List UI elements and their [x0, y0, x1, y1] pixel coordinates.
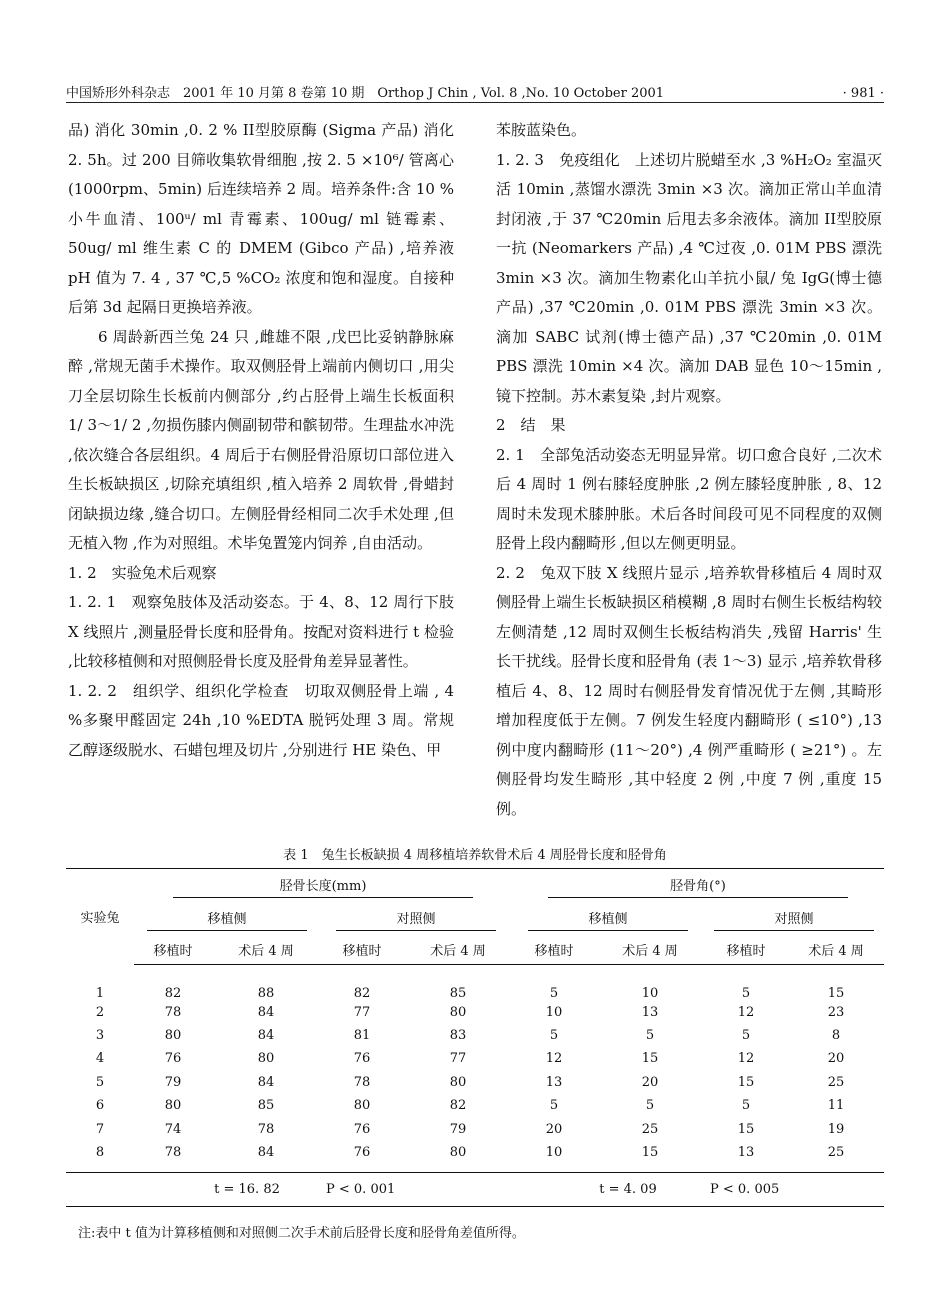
row-label: 2	[95, 1004, 105, 1020]
header-rule	[66, 102, 884, 103]
table-cell: 5	[741, 1098, 751, 1114]
table-row	[66, 1071, 884, 1094]
row-label: 1	[95, 985, 105, 1001]
angle-p-value: P < 0. 005	[704, 1172, 884, 1206]
paragraph-1-2-2: 1. 2. 2 组织学、组织化学检查 切取双侧胫骨上端 , 4 %多聚甲醛固定 24h ,10 %EDTA 脱钙处理 3 周。常规乙醇逐级脱水、石蜡包埋及切片 ,分别进行 HE 染色、甲	[68, 681, 454, 759]
table-cell: 80	[353, 1098, 371, 1114]
left-column	[68, 116, 454, 765]
table-row	[66, 1117, 884, 1140]
table-cell: 23	[827, 1004, 845, 1020]
table-row	[66, 1094, 884, 1117]
table-cell: 19	[827, 1121, 845, 1137]
table-cell: 78	[257, 1121, 275, 1137]
journal-citation: 中国矫形外科杂志 2001 年 10 月第 8 卷第 10 期 Orthop J Chin , Vol. 8 ,No. 10 October 2001	[66, 86, 665, 101]
table-cell: 15	[827, 985, 845, 1001]
table-cell: 78	[164, 1004, 182, 1020]
col-angle-control-4w: 术后 4 周	[788, 935, 884, 965]
paragraph-surgery: 6 周龄新西兰兔 24 只 ,雌雄不限 ,戊巴比妥钠静脉麻醉 ,常规无菌手术操作。取双侧胫骨上端前内侧切口 ,用尖刀全层切除生长板前内侧部分 ,约占胫骨上端生长板面积 1/ 3～1/ 2 ,勿损伤膝内侧副韧带和髌韧带。生理盐水冲洗 ,依次缝合各层组织。4 周后于右侧胫骨沿原切口部位进入生长板缺损区 ,切除充填组织 ,植入培养 2 周软骨 ,骨蜡封闭缺损边缘 ,缝合切口。左侧胫骨经相同二次手术处理 ,但无植入物 ,作为对照组。术毕兔置笼内饲养 ,自由活动。	[68, 327, 454, 552]
running-header	[66, 79, 884, 101]
table-cell: 83	[449, 1028, 467, 1044]
angle-t-value: t = 4. 09	[512, 1172, 704, 1206]
table-cell: 12	[545, 1051, 563, 1067]
table-cell: 80	[164, 1098, 182, 1114]
row-label: 8	[95, 1145, 105, 1161]
header-tibia-angle: 胫骨角(°)	[548, 875, 848, 898]
row-label: 5	[95, 1074, 105, 1090]
table-cell: 15	[737, 1121, 755, 1137]
table-cell: 80	[449, 1145, 467, 1161]
col-angle-control-at: 移植时	[704, 935, 788, 965]
header-rabbit: 实验兔	[80, 911, 120, 927]
table-cell: 15	[737, 1074, 755, 1090]
table-cell: 82	[449, 1098, 467, 1114]
table-cell: 5	[645, 1028, 655, 1044]
col-angle-graft-at: 移植时	[512, 935, 596, 965]
table-note: 注:表中 t 值为计算移植侧和对照侧二次手术前后胫骨长度和胫骨角差值所得。	[78, 1226, 525, 1241]
right-column	[496, 116, 882, 824]
row-label: 6	[95, 1098, 105, 1114]
table-cell: 88	[257, 985, 275, 1001]
header-tibia-length: 胫骨长度(mm)	[173, 875, 473, 898]
table-cell: 20	[827, 1051, 845, 1067]
table-cell: 84	[257, 1074, 275, 1090]
table-cell: 74	[164, 1121, 182, 1137]
table-cell: 10	[545, 1004, 563, 1020]
table-cell: 10	[641, 985, 659, 1001]
heading-results: 2 结 果	[496, 416, 566, 434]
table-row	[66, 965, 884, 1001]
table-cell: 5	[741, 985, 751, 1001]
paragraph-2-2: 2. 2 兔双下肢 X 线照片显示 ,培养软骨移植后 4 周时双侧胫骨上端生长板缺损区稍模糊 ,8 周时右侧生长板结构较左侧清楚 ,12 周时双侧生长板结构消失 ,残留 Harris' 生长干扰线。胫骨长度和胫骨角 (表 1～3) 显示 ,培养软骨移植后 4、8、12 周时右侧胫骨发育情况优于左侧 ,其畸形增加程度低于左侧。7 例发生轻度内翻畸形 ( ≤10°) ,13 例中度内翻畸形 (11～20°) ,4 例严重畸形 ( ≥21°) 。左侧胫骨均发生畸形 ,其中轻度 2 例 ,中度 7 例 ,重度 15 例。	[496, 563, 882, 818]
table-cell: 25	[641, 1121, 659, 1137]
table-cell: 5	[549, 985, 559, 1001]
table-cell: 8	[831, 1028, 841, 1044]
page-number: · 981 ·	[842, 86, 884, 101]
paragraph-2-1: 2. 1 全部兔活动姿态无明显异常。切口愈合良好 ,二次术后 4 周时 1 例右膝轻度肿胀 ,2 例左膝轻度肿胀 , 8、12 周时未发现术膝肿胀。术后各时间段可见不同程度的双侧胫骨上段内翻畸形 ,但以左侧更明显。	[496, 445, 882, 552]
table-cell: 85	[257, 1098, 275, 1114]
table-cell: 15	[641, 1051, 659, 1067]
table-cell: 20	[641, 1074, 659, 1090]
table-cell: 25	[827, 1145, 845, 1161]
table-row	[66, 1047, 884, 1070]
header-angle-graft: 移植侧	[528, 908, 688, 931]
table-cell: 80	[449, 1004, 467, 1020]
table-cell: 77	[449, 1051, 467, 1067]
table-cell: 76	[353, 1145, 371, 1161]
table-cell: 84	[257, 1145, 275, 1161]
table-cell: 81	[353, 1028, 371, 1044]
table-cell: 82	[164, 985, 182, 1001]
table-cell: 76	[353, 1051, 371, 1067]
table-caption: 表 1 兔生长板缺损 4 周移植培养软骨术后 4 周胫骨长度和胫骨角	[283, 848, 667, 863]
table-cell: 11	[827, 1098, 845, 1114]
paragraph-1-2-3: 1. 2. 3 免疫组化 上述切片脱蜡至水 ,3 %H₂O₂ 室温灭活 10min ,蒸馏水漂洗 3min ×3 次。滴加正常山羊血清封闭液 ,于 37 ℃20min 后甩去多余液体。滴加 II型胶原一抗 (Neomarkers 产品) ,4 ℃过夜 ,0. 01M PBS 漂洗 3min ×3 次。滴加生物素化山羊抗小鼠/ 兔 IgG(博士德产品) ,37 ℃20min ,0. 01M PBS 漂洗 3min ×3 次。滴加 SABC 试剂(博士德产品) ,37 ℃20min ,0. 01M PBS 漂洗 10min ×4 次。滴加 DAB 显色 10～15min ,镜下控制。苏木素复染 ,封片观察。	[496, 150, 882, 405]
paragraph-culture: 品) 消化 30min ,0. 2 % II型胶原酶 (Sigma 产品) 消化 2. 5h。过 200 目筛收集软骨细胞 ,按 2. 5 ×10⁶/ 管离心 (1000rpm、5min) 后连续培养 2 周。培养条件:含 10 % 小牛血清、100ᵘ/ ml 青霉素、100ug/ ml 链霉素、50ug/ ml 维生素 C 的 DMEM (Gibco 产品) ,培养液 pH 值为 7. 4 , 37 ℃,5 %CO₂ 浓度和饱和湿度。自接种后第 3d 起隔日更换培养液。	[68, 121, 454, 316]
table-cell: 84	[257, 1004, 275, 1020]
col-length-control-at: 移植时	[320, 935, 404, 965]
table-cell: 80	[164, 1028, 182, 1044]
table-cell: 79	[164, 1074, 182, 1090]
table-cell: 84	[257, 1028, 275, 1044]
paragraph-1-2-1: 1. 2. 1 观察兔肢体及活动姿态。于 4、8、12 周行下肢 X 线照片 ,测量胫骨长度和胫骨角。按配对资料进行 t 检验 ,比较移植侧和对照侧胫骨长度及胫骨角差异显著性。	[68, 593, 454, 670]
table-cell: 85	[449, 985, 467, 1001]
col-length-graft-4w: 术后 4 周	[212, 935, 320, 965]
table-cell: 5	[645, 1098, 655, 1114]
header-length-graft: 移植侧	[147, 908, 307, 931]
paragraph-continuation: 苯胺蓝染色。	[496, 121, 587, 139]
table-body	[66, 965, 884, 1173]
table-cell: 13	[641, 1004, 659, 1020]
table-cell: 15	[641, 1145, 659, 1161]
table-cell: 12	[737, 1004, 755, 1020]
table-cell: 79	[449, 1121, 467, 1137]
table-cell: 12	[737, 1051, 755, 1067]
table-cell: 76	[353, 1121, 371, 1137]
table-row	[66, 1001, 884, 1024]
length-p-value: P < 0. 001	[320, 1172, 512, 1206]
table-cell: 78	[353, 1074, 371, 1090]
col-length-graft-at: 移植时	[134, 935, 212, 965]
table-cell: 78	[164, 1145, 182, 1161]
table-row	[66, 1024, 884, 1047]
row-label: 3	[95, 1028, 105, 1044]
table-cell: 13	[545, 1074, 563, 1090]
col-length-control-4w: 术后 4 周	[404, 935, 512, 965]
table-cell: 82	[353, 985, 371, 1001]
table-cell: 80	[257, 1051, 275, 1067]
table-cell: 76	[164, 1051, 182, 1067]
table-cell: 5	[549, 1028, 559, 1044]
header-length-control: 对照侧	[336, 908, 496, 931]
table-cell: 5	[549, 1098, 559, 1114]
table-row	[66, 1141, 884, 1164]
table-cell: 10	[545, 1145, 563, 1161]
row-label: 4	[95, 1051, 105, 1067]
header-angle-control: 对照侧	[714, 908, 874, 931]
table-cell: 5	[741, 1028, 751, 1044]
table-cell: 20	[545, 1121, 563, 1137]
table-cell: 13	[737, 1145, 755, 1161]
heading-1-2: 1. 2 实验兔术后观察	[68, 563, 217, 582]
length-t-value: t = 16. 82	[134, 1172, 320, 1206]
table-cell: 80	[449, 1074, 467, 1090]
col-angle-graft-4w: 术后 4 周	[596, 935, 704, 965]
results-table	[66, 868, 884, 1207]
row-label: 7	[95, 1121, 105, 1137]
table-cell: 25	[827, 1074, 845, 1090]
table-cell: 77	[353, 1004, 371, 1020]
